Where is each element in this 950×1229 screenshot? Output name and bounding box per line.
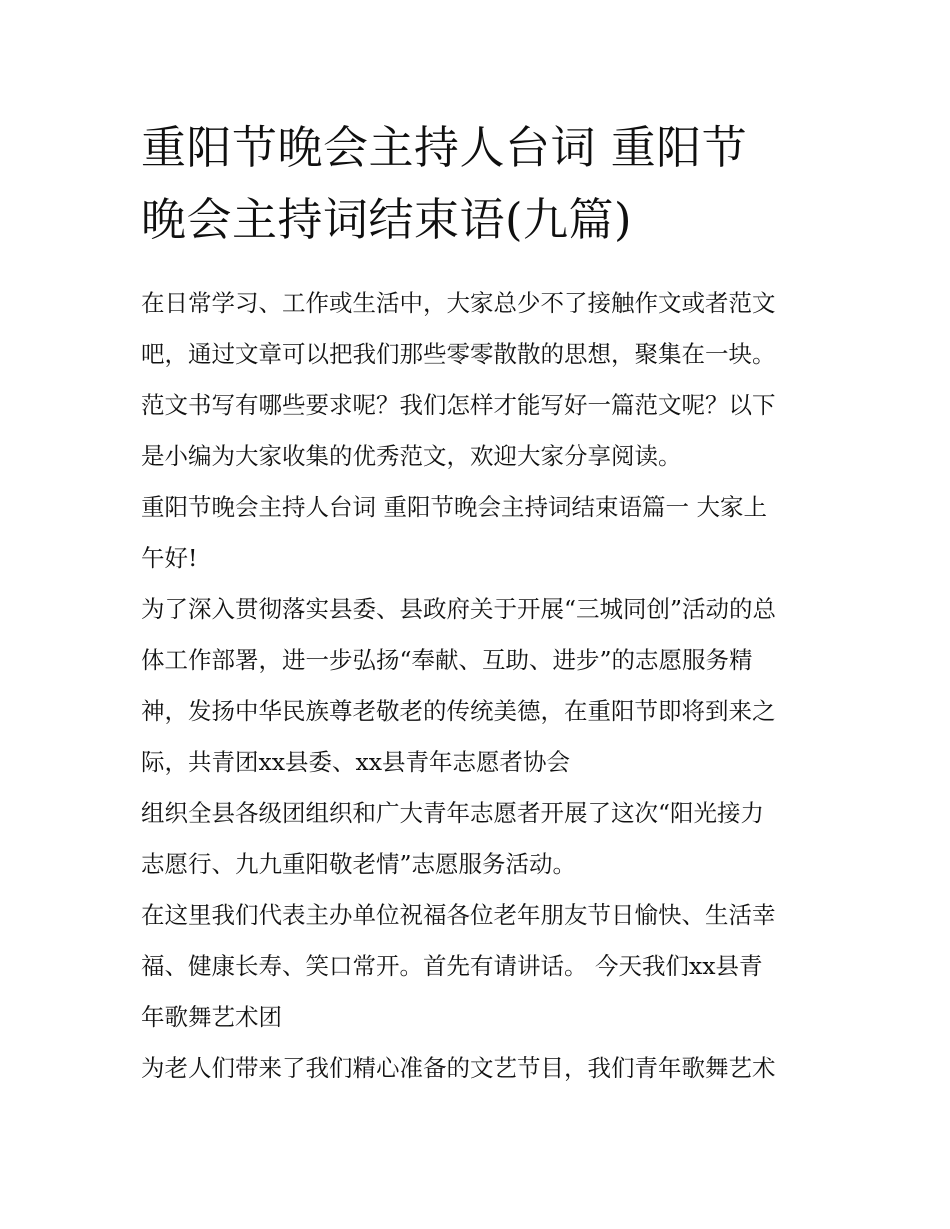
title-line: 重阳节晚会主持人台词 重阳节	[141, 121, 748, 174]
paragraph-intro	[141, 278, 811, 482]
text-line: 是小编为大家收集的优秀范文，欢迎大家分享阅读。	[141, 442, 682, 470]
text-line: 吧，通过文章可以把我们那些零零散散的思想，聚集在一块。	[141, 340, 776, 368]
text-line: 在日常学习、工作或生活中，大家总少不了接触作文或者范文	[141, 289, 776, 317]
title-line: 晚会主持词结束语(九篇)	[141, 193, 633, 246]
text-line: 午好!	[141, 544, 198, 572]
paragraph-performance	[141, 1043, 811, 1094]
text-line: 志愿行、九九重阳敬老情”志愿服务活动。	[141, 850, 577, 878]
text-line: 组织全县各级团组织和广大青年志愿者开展了这次“阳光接力	[141, 799, 765, 827]
text-line: 为老人们带来了我们精心准备的文艺节目，我们青年歌舞艺术	[141, 1054, 776, 1082]
text-line: 体工作部署，进一步弘扬“奉献、互助、进步”的志愿服务精	[141, 646, 753, 674]
paragraph-activity	[141, 788, 811, 890]
text-line: 范文书写有哪些要求呢？我们怎样才能写好一篇范文呢？以下	[141, 391, 776, 419]
text-line: 神，发扬中华民族尊老敬老的传统美德，在重阳节即将到来之	[141, 697, 776, 725]
text-line: 在这里我们代表主办单位祝福各位老年朋友节日愉快、生活幸	[141, 901, 776, 929]
text-line: 年歌舞艺术团	[141, 1003, 282, 1031]
text-line: 福、健康长寿、笑口常开。首先有请讲话。 今天我们xx县青	[141, 952, 763, 980]
document-title	[141, 112, 811, 256]
text-line: 为了深入贯彻落实县委、县政府关于开展“三城同创”活动的总	[141, 595, 777, 623]
paragraph-blessing	[141, 890, 811, 1043]
text-line: 重阳节晚会主持人台词 重阳节晚会主持词结束语篇一 大家上	[141, 493, 767, 521]
paragraph-background	[141, 584, 811, 788]
document-body	[141, 112, 811, 1094]
text-line: 际，共青团xx县委、xx县青年志愿者协会	[141, 748, 571, 776]
paragraph-heading-part1	[141, 482, 811, 584]
